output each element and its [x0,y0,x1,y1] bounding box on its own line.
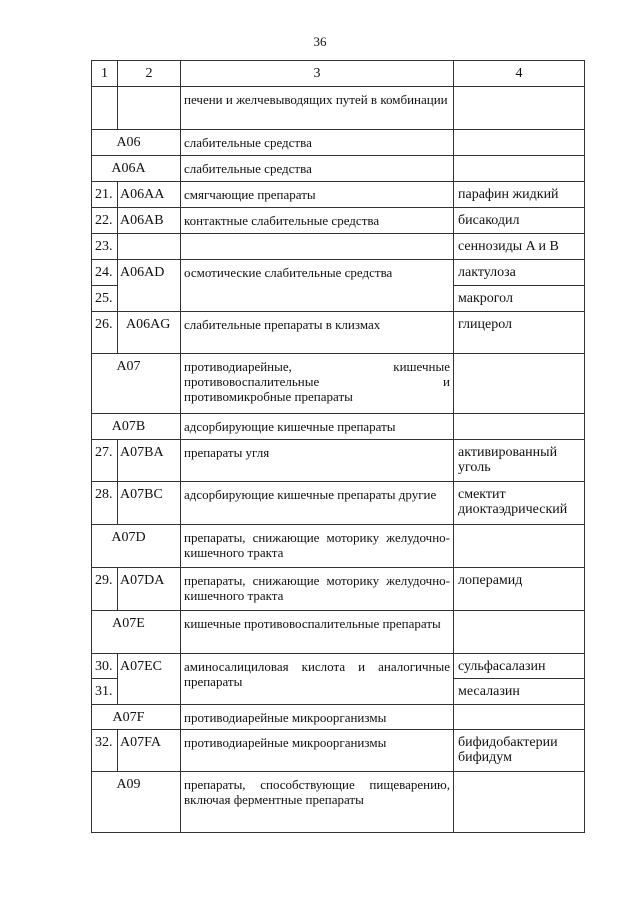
table-row [92,87,585,130]
header-col-4: 4 [454,61,585,87]
row-number: 23. [92,234,118,260]
header-row [92,61,585,87]
drug-name: бифидобактерии бифидум [454,730,585,772]
page-number: 36 [313,34,327,49]
atc-code: A07BC [118,482,181,525]
atc-description-line: противовоспалительные и [184,374,450,389]
atc-description: адсорбирующие кишечные препараты другие [181,482,454,525]
table-row [92,525,585,568]
table-row [92,182,585,208]
atc-description: противодиарейные микроорганизмы [181,730,454,772]
row-number: 24. [92,260,118,286]
row-number [92,87,118,130]
row-number: 32. [92,730,118,772]
atc-group-code: A07D [92,525,181,568]
atc-description: кишечные противовоспалительные препараты [181,611,454,654]
row-number: 25. [92,286,118,312]
table-row [92,414,585,440]
drug-name: макрогол [454,286,585,312]
table-row [92,568,585,611]
atc-group-code: A07B [92,414,181,440]
table-row [92,208,585,234]
atc-description: препараты угля [181,440,454,482]
atc-group-code: A06 [92,130,181,156]
atc-group-code: A09 [92,772,181,833]
drug-name [454,156,585,182]
table-row [92,654,585,679]
atc-description: противодиарейные микроорганизмы [181,705,454,730]
atc-code: A07DA [118,568,181,611]
row-number: 27. [92,440,118,482]
row-number: 30. [92,654,118,679]
drug-name: смектит диоктаэдрический [454,482,585,525]
atc-code: A06AB [118,208,181,234]
atc-code [118,234,181,260]
table-row [92,260,585,286]
atc-description: слабительные препараты в клизмах [181,312,454,354]
row-number: 29. [92,568,118,611]
drug-name [454,525,585,568]
table-row [92,440,585,482]
table-row [92,130,585,156]
drug-classification-table [91,60,585,833]
atc-description: контактные слабительные средства [181,208,454,234]
atc-description: слабительные средства [181,130,454,156]
row-number: 21. [92,182,118,208]
atc-description-line: противомикробные препараты [184,389,353,404]
table-row [92,354,585,414]
drug-name: лактулоза [454,260,585,286]
header-col-1: 1 [92,61,118,87]
row-number: 26. [92,312,118,354]
atc-group-code: A07F [92,705,181,730]
drug-name [454,705,585,730]
atc-description: осмотические слабительные средства [181,260,454,312]
table-row [92,156,585,182]
row-number: 28. [92,482,118,525]
drug-name: бисакодил [454,208,585,234]
atc-code: A06AD [118,260,181,312]
drug-name [454,611,585,654]
table-row [92,611,585,654]
atc-description-line: противодиарейные, кишечные [184,359,450,374]
atc-description: слабительные средства [181,156,454,182]
atc-group-code: A07 [92,354,181,414]
drug-name [454,414,585,440]
atc-code [118,87,181,130]
header-col-2: 2 [118,61,181,87]
row-number: 31. [92,679,118,705]
table-row [92,312,585,354]
atc-description: адсорбирующие кишечные препараты [181,414,454,440]
row-number: 22. [92,208,118,234]
drug-name [454,772,585,833]
atc-code: A07EC [118,654,181,705]
table-row [92,234,585,260]
atc-description: препараты, снижающие моторику желудочно-кишечного тракта [181,568,454,611]
table-row [92,482,585,525]
drug-name [454,354,585,414]
atc-group-code: A07E [92,611,181,654]
drug-name: лоперамид [454,568,585,611]
drug-name: месалазин [454,679,585,705]
drug-name [454,130,585,156]
table-row [92,705,585,730]
atc-code: A07FA [118,730,181,772]
atc-description [181,354,454,414]
atc-description: препараты, снижающие моторику желудочно-кишечного тракта [181,525,454,568]
drug-name: активированный уголь [454,440,585,482]
drug-name: глицерол [454,312,585,354]
atc-description [181,234,454,260]
table-row [92,772,585,833]
atc-description: препараты, способствующие пищеварению, включая ферментные препараты [181,772,454,833]
drug-name [454,87,585,130]
atc-code: A06AG [118,312,181,354]
drug-name: сульфасалазин [454,654,585,679]
atc-description: печени и желчевыводящих путей в комбинации [181,87,454,130]
drug-name: сеннозиды A и B [454,234,585,260]
atc-description: аминосалициловая кислота и аналогичные препараты [181,654,454,705]
table-row [92,730,585,772]
atc-code: A06AA [118,182,181,208]
atc-code: A07BA [118,440,181,482]
atc-group-code: A06A [92,156,181,182]
drug-name: парафин жидкий [454,182,585,208]
atc-description: смягчающие препараты [181,182,454,208]
header-col-3: 3 [181,61,454,87]
